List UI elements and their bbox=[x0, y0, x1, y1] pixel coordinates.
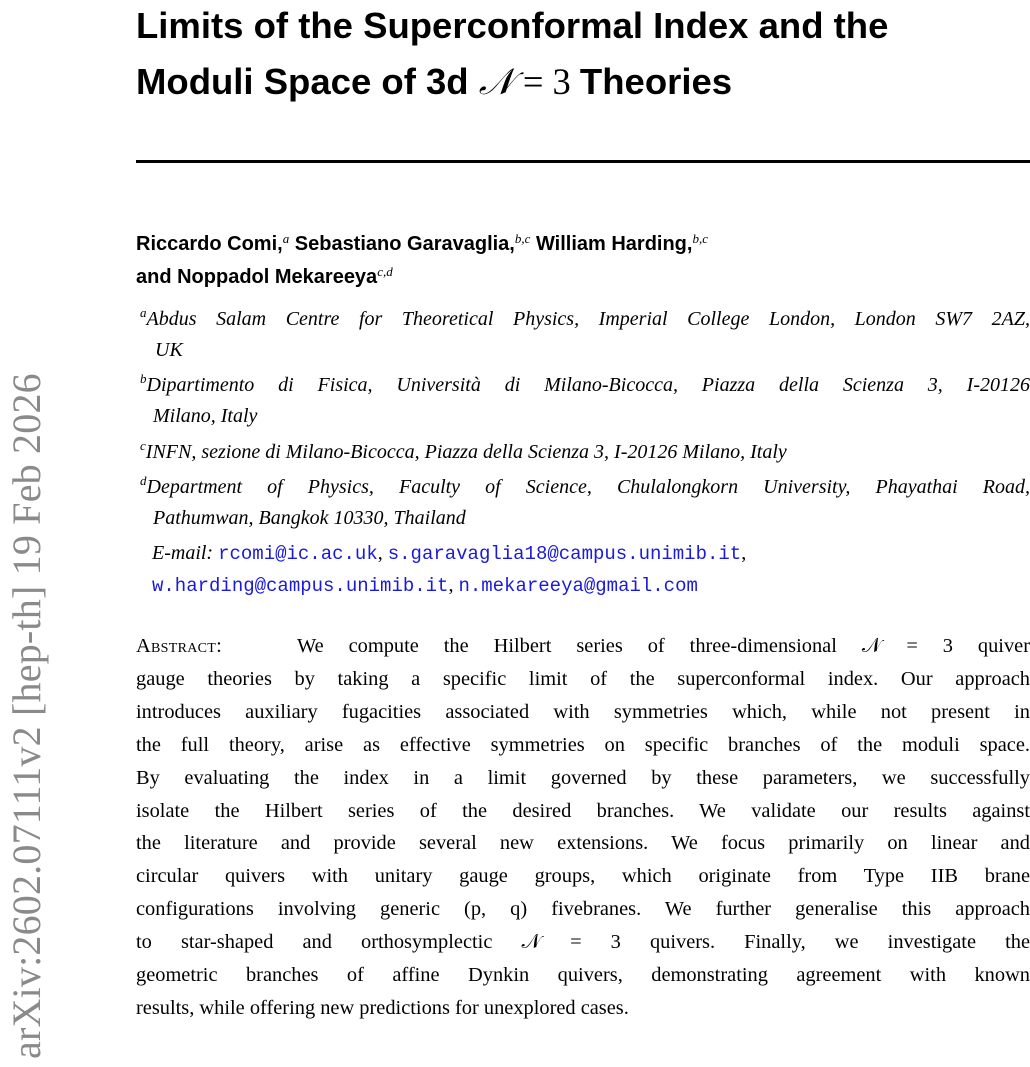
separator: , bbox=[377, 542, 388, 564]
author-line-2 bbox=[136, 261, 1016, 294]
affiliation-a bbox=[140, 304, 1030, 366]
affiliation-text: Pathumwan, Bangkok 10330, Thailand bbox=[153, 507, 466, 529]
affiliation-text: Dipartimento di Fisica, Università di Milano-Bicocca, Piazza della Scienza 3, I-20126 bbox=[146, 374, 1030, 396]
affiliation-b bbox=[140, 370, 1030, 432]
affiliation-mark: d bbox=[140, 473, 147, 488]
email-link[interactable]: s.garavaglia18@campus.unimib.it bbox=[387, 543, 742, 565]
math-eq: = 3 bbox=[513, 61, 580, 102]
abstract-line: the literature and provide several new extensions. We focus primarily on linear and bbox=[136, 832, 1030, 855]
affiliation-text: Department of Physics, Faculty of Science, Chulalongkorn University, Phayathai Road, bbox=[146, 476, 1030, 498]
paper-title bbox=[136, 0, 1016, 110]
abstract-line bbox=[136, 630, 1030, 663]
email-block bbox=[152, 538, 1030, 602]
arxiv-identifier: arXiv:2602.07111v2 [hep-th] 19 Feb 2026 bbox=[4, 373, 49, 1059]
abstract bbox=[136, 630, 1030, 1025]
affiliation-mark: c,d bbox=[377, 264, 393, 279]
affiliation-mark: a bbox=[282, 231, 290, 246]
affiliation-text: INFN, sezione di Milano-Bicocca, Piazza della Scienza 3, I-20126 Milano, Italy bbox=[145, 441, 787, 463]
abstract-line: geometric branches of affine Dynkin quivers, demonstrating agreement with known bbox=[136, 964, 1030, 987]
abstract-line: gauge theories by taking a specific limit of the superconformal index. Our approach bbox=[136, 667, 1030, 690]
affiliation-c bbox=[140, 437, 1030, 468]
title-text: Moduli Space of 3d bbox=[136, 61, 479, 102]
separator: , bbox=[448, 574, 459, 596]
title-line-2 bbox=[136, 54, 1016, 110]
abstract-line: results, while offering new predictions for unexplored cases. bbox=[136, 996, 629, 1019]
title-line-1: Limits of the Superconformal Index and the bbox=[136, 5, 889, 46]
affiliation-mark: b,c bbox=[692, 231, 708, 246]
math-N: 𝒩 bbox=[478, 60, 514, 103]
title-text: Theories bbox=[579, 61, 733, 102]
affiliation-mark: a bbox=[140, 305, 147, 320]
author-line-1 bbox=[136, 228, 1016, 261]
email-link[interactable]: n.mekareeya@gmail.com bbox=[458, 575, 698, 597]
affiliation-text: Milano, Italy bbox=[153, 405, 258, 427]
abstract-line: configurations involving generic (p, q) fivebranes. We further generalise this approach bbox=[136, 898, 1030, 921]
title-divider bbox=[136, 160, 1030, 163]
email-link[interactable]: w.harding@campus.unimib.it bbox=[152, 575, 449, 597]
abstract-text: We compute the Hilbert series of three-dimensional 𝒩 = 3 quiver bbox=[296, 635, 1030, 657]
affiliation-text: Abdus Salam Centre for Theoretical Physics, Imperial College London, London SW7 2AZ, bbox=[146, 308, 1030, 330]
affiliation-d bbox=[140, 472, 1030, 534]
abstract-line: the full theory, arise as effective symmetries on specific branches of the moduli space. bbox=[136, 733, 1030, 756]
author-name: and Noppadol Mekareeya bbox=[136, 266, 378, 288]
abstract-label: Abstract: bbox=[136, 635, 223, 657]
separator: , bbox=[741, 542, 747, 564]
affiliation-mark: b,c bbox=[514, 231, 531, 246]
author-name: Riccardo Comi, bbox=[136, 233, 283, 255]
email-link[interactable]: rcomi@ic.ac.uk bbox=[218, 543, 378, 565]
affiliation-mark: b bbox=[140, 371, 147, 386]
abstract-line: circular quivers with unitary gauge groups, which originate from Type IIB brane bbox=[136, 865, 1030, 888]
author-list bbox=[136, 228, 1016, 294]
author-name: Sebastiano Garavaglia, bbox=[289, 233, 515, 255]
abstract-line: introduces auxiliary fugacities associated with symmetries which, while not present in bbox=[136, 700, 1030, 723]
abstract-line: isolate the Hilbert series of the desired branches. We validate our results against bbox=[136, 799, 1030, 822]
author-name: William Harding, bbox=[530, 233, 693, 255]
abstract-line: to star-shaped and orthosymplectic 𝒩 = 3 quivers. Finally, we investigate the bbox=[136, 931, 1030, 954]
affiliation-mark: c bbox=[140, 438, 146, 453]
abstract-line: By evaluating the index in a limit governed by these parameters, we successfully bbox=[136, 766, 1030, 789]
email-label: E-mail: bbox=[152, 542, 214, 564]
affiliation-text: UK bbox=[155, 339, 183, 361]
